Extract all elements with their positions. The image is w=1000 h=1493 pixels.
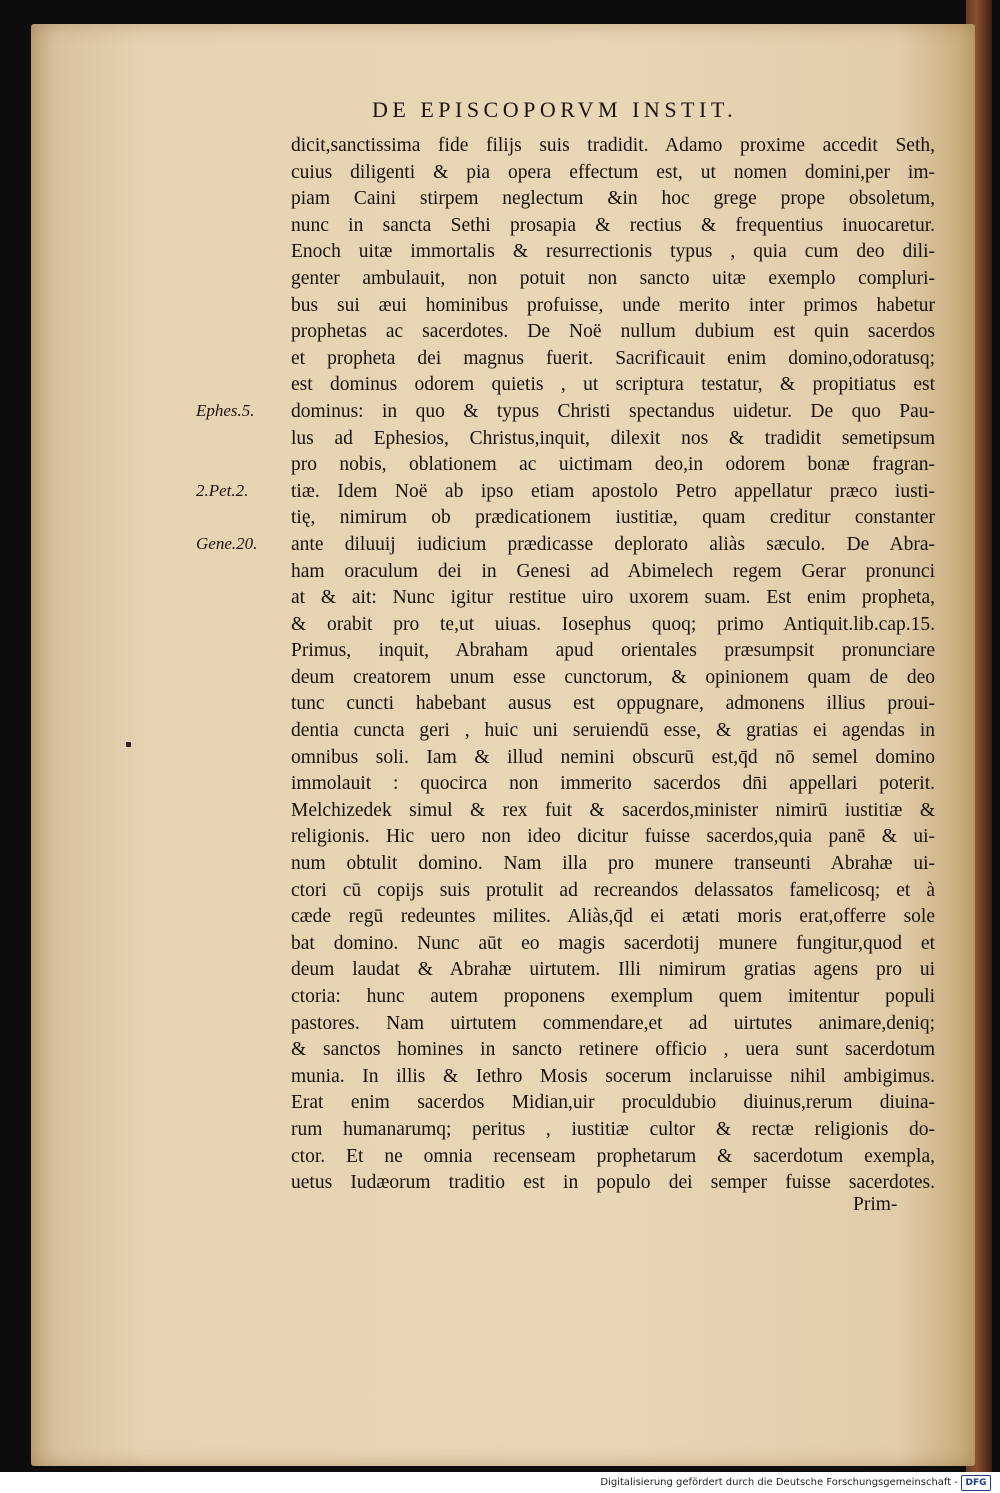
text-line: deum laudat & Abrahæ uirtutem. Illi nimirum gratias agens pro ui xyxy=(291,959,935,981)
text-line: prophetas ac sacerdotes. De Noë nullum dubium est quin sacerdos xyxy=(291,321,935,343)
text-line: piam Caini stirpem neglectum &in hoc grege prope obsoletum, xyxy=(291,188,935,210)
text-line: tię, nimirum ob prædicationem iustitiæ, quam creditur constanter xyxy=(291,507,935,529)
catchword: Prim- xyxy=(853,1194,898,1215)
text-line: dominus: in quo & typus Christi spectandus uidetur. De quo Pau- xyxy=(291,400,935,422)
dfg-logo[interactable]: DFG xyxy=(961,1475,991,1491)
text-line: munia. In illis & Iethro Mosis socerum inclaruisse nihil ambigimus. xyxy=(291,1065,935,1087)
text-line: immolauit : quocirca non immerito sacerdos dn̄i appellari poterit. xyxy=(291,773,935,795)
footer-bar xyxy=(0,1472,1000,1493)
body-text xyxy=(291,133,935,1197)
marginal-note-peter: 2.Pet.2. xyxy=(196,481,249,500)
text-line: ctoria: hunc autem proponens exemplum quem imitentur populi xyxy=(291,986,935,1007)
text-line: Melchizedek simul & rex fuit & sacerdos,minister nimirū iustitiæ & xyxy=(291,799,935,821)
text-line: at & ait: Nunc igitur restitue uiro uxorem suam. Est enim propheta, xyxy=(291,587,935,609)
text-line: Enoch uitæ immortalis & resurrectionis typus , quia cum deo dili- xyxy=(291,241,935,263)
text-line: ctor. Et ne omnia recenseam prophetarum & sacerdotum exempla, xyxy=(291,1145,935,1167)
text-line: bus sui æui hominibus profuisse, unde merito inter primos habetur xyxy=(291,294,935,316)
text-line: est dominus odorem quietis , ut scriptura testatur, & propitiatus est xyxy=(291,374,935,396)
text-line: dentia cuncta geri , huic uni seruiendū esse, & gratias ei agendas in xyxy=(291,720,935,742)
marginal-note-ephesians: Ephes.5. xyxy=(196,401,255,420)
text-line: et propheta dei magnus fuerit. Sacrificauit enim domino,odoratusq; xyxy=(291,347,935,369)
text-line: Primus, inquit, Abraham apud orientales præsumpsit pronunciare xyxy=(291,640,935,662)
text-line: religionis. Hic uero non ideo dicitur fuisse sacerdos,quia panē & ui- xyxy=(291,826,935,848)
marginal-note-genesis: Gene.20. xyxy=(196,534,258,553)
text-line: deum creatorem unum esse cunctorum, & opinionem quam de deo xyxy=(291,666,935,688)
text-line: bat domino. Nunc aūt eo magis sacerdotij munere fungitur,quod et xyxy=(291,932,935,954)
text-line: nunc in sancta Sethi prosapia & rectius & frequentius inuocaretur. xyxy=(291,214,935,236)
text-line: rum humanarumq; peritus , iustitiæ cultor & rectæ religionis do- xyxy=(291,1118,935,1140)
funding-notice: Digitalisierung gefördert durch die Deutsche Forschungsgemeinschaft - xyxy=(600,1477,958,1488)
text-line: ante diluuij iudicium prædicasse deplorato aliàs sæculo. De Abra- xyxy=(291,533,935,555)
text-line: ham oraculum dei in Genesi ad Abimelech regem Gerar pronunci xyxy=(291,560,935,582)
text-line: tunc cuncti habebant ausus est oppugnare, admonens illius proui- xyxy=(291,693,935,715)
text-line: & sanctos homines in sancto retinere officio , uera sunt sacerdotum xyxy=(291,1039,935,1061)
running-head: DE EPISCOPORVM INSTIT. xyxy=(372,97,738,122)
text-line: dicit,sanctissima fide filijs suis tradidit. Adamo proxime accedit Seth, xyxy=(291,135,935,156)
text-line: omnibus soli. Iam & illud nemini obscurū est,q̄d nō semel domino xyxy=(291,746,935,768)
text-line: pro nobis, oblationem ac uictimam deo,in odorem bonæ fragran- xyxy=(291,454,935,476)
text-line: genter ambulauit, non potuit non sancto uitæ exemplo compluri- xyxy=(291,267,935,289)
text-line: ctori cū copijs suis protulit ad recreandos delassatos famelicosq; et à xyxy=(291,879,935,901)
text-line: & orabit pro te,ut uiuas. Iosephus quoq; primo Antiquit.lib.cap.15. xyxy=(291,613,935,635)
text-line: pastores. Nam uirtutem commendare,et ad uirtutes animare,deniq; xyxy=(291,1012,935,1034)
text-line: lus ad Ephesios, Christus,inquit, dilexit nos & tradidit semetipsum xyxy=(291,427,935,449)
text-line: num obtulit domino. Nam illa pro munere transeunti Abrahæ ui- xyxy=(291,853,935,875)
text-line: cæde regū redeuntes milites. Aliàs,q̄d ei ætati moris erat,offerre sole xyxy=(291,906,935,928)
text-line: cuius diligenti & pia opera effectum est, ut nomen domini,per im- xyxy=(291,161,935,183)
text-line: uetus Iudæorum traditio est in populo dei semper fuisse sacerdotes. xyxy=(291,1172,935,1194)
text-line: tiæ. Idem Noë ab ipso etiam apostolo Petro appellatur præco iusti- xyxy=(291,480,935,502)
text-line: Erat enim sacerdos Midian,uir proculdubio diuinus,rerum diuina- xyxy=(291,1092,935,1114)
ink-speck xyxy=(126,742,131,747)
